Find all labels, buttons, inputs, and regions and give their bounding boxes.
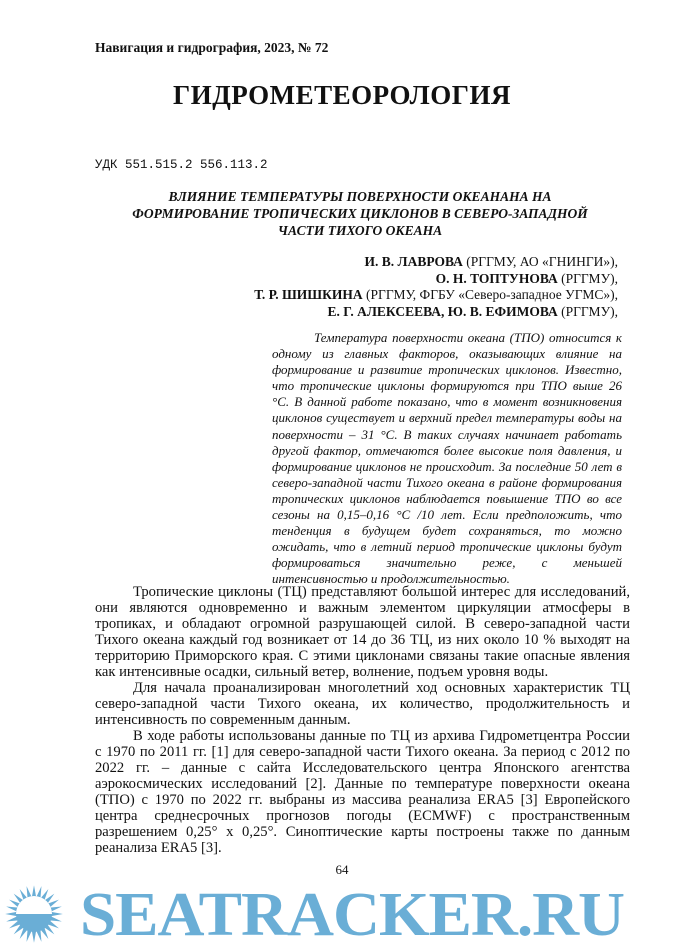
sun-ray (32, 931, 36, 943)
sun-ray (51, 912, 63, 916)
article-title (110, 188, 610, 239)
author-affiliation: (РГГМУ, ФГБУ «Северо-западное УГМС»), (362, 287, 618, 303)
abstract: Температура поверхности океана (ТПО) относится к одному из главных факторов, оказывающих влияние на формирование и развитие тропических циклонов. Известно, что тропические циклоны формируются при ТПО выше 26 °С. В данной работе показано, что в момент возникновения циклонов существует и верхний предел температуры воды на поверхности – 31 °С. В таких случаях начинает работать другой фактор, отмечаются более высокие поля давления, и формирование циклонов не происходит. За последние 50 лет в северо-западной части Тихого океана в районе формирования тропических циклонов наблюдается повышение ТПО во все сезоны на 0,15–0,16 °С /10 лет. Если предположить, что тенденция в будущем будет сохраняться, то можно ожидать, что в летний период тропические циклоны будут формироваться значительно реже, с меньшей интенсивностью и продолжительностью. (272, 330, 622, 587)
author-list (254, 254, 618, 320)
page-number: 64 (335, 862, 349, 877)
author-affiliation: (РГГМУ), (557, 270, 618, 286)
author-name: О. Н. ТОПТУНОВА (435, 270, 558, 286)
author (254, 304, 618, 321)
paragraph: Тропические циклоны (ТЦ) представляют большой интерес для исследований, они являются одновременно и важным элементом циркуляции атмосферы в тропиках, и обладают огромной разрушающей силой. В северо-западной части Тихого океана каждый год возникает от 14 до 36 ТЦ, из них около 10 % выходят на территорию Приморского края. С этими циклонами связаны такие опасные явления как интенсивные осадки, сильный ветер, волнение, подъем уровня воды. (95, 584, 630, 680)
sun-logo-icon (4, 884, 64, 944)
watermark (0, 882, 684, 945)
author-name: И. В. ЛАВРОВА (364, 254, 463, 269)
paragraph: В ходе работы использованы данные по ТЦ из архива Гидрометцентра России с 1970 по 2011 гг. [1] для северо-западной части Тихого океана. За период с 2012 по 2022 гг. – данные с сайта Исследовательского центра Японского агентства аэрокосмических исследований [2]. Данные по температуре поверхности океана (ТПО) с 1970 по 2022 гг. выбраны из массива реанализа ERA5 [3] Европейского центра среднесрочных прогнозов погоды (ECMWF) с пространственным разрешением 0,25° х 0,25°. Синоптические карты построены также по данным реанализа ERA5 [3]. (95, 728, 630, 856)
paragraph: Для начала проанализирован многолетний ход основных характеристик ТЦ северо-западной части Тихого океана, их количество, продолжительность и интенсивность по современным данным. (95, 680, 630, 728)
author (254, 271, 618, 288)
title-line: ЧАСТИ ТИХОГО ОКЕАНА (277, 223, 443, 238)
title-line: ФОРМИРОВАНИЕ ТРОПИЧЕСКИХ ЦИКЛОНОВ В СЕВЕРО-ЗАПАДНОЙ (132, 206, 588, 221)
title-line: ВЛИЯНИЕ ТЕМПЕРАТУРЫ ПОВЕРХНОСТИ ОКЕАНАНА НА (168, 189, 552, 204)
author-name: Е. Г. АЛЕКСЕЕВА, Ю. В. ЕФИМОВА (327, 303, 558, 319)
udk-code: УДК 551.515.2 556.113.2 (95, 158, 268, 172)
author-affiliation: (РГГМУ, АО «ГНИНГИ»), (462, 254, 618, 269)
watermark-text: SEATRACKER.RU (80, 882, 624, 945)
author (254, 254, 618, 271)
section-heading: ГИДРОМЕТЕОРОЛОГИЯ (173, 80, 511, 110)
journal-header: Навигация и гидрография, 2023, № 72 (95, 40, 329, 55)
author-name: Т. Р. ШИШКИНА (254, 287, 363, 303)
sun-ray (32, 885, 36, 897)
body-text (95, 584, 630, 856)
author (254, 287, 618, 304)
author-affiliation: (РГГМУ), (557, 303, 618, 319)
sun-ray (5, 912, 17, 916)
